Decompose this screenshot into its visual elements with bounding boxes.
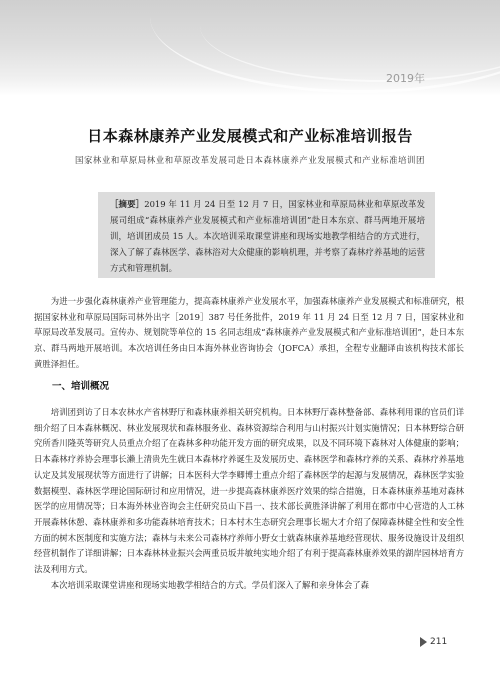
header-band [0,0,500,96]
article-title: 日本森林康养产业发展模式和产业标准培训报告 [87,127,413,145]
intro-block [34,294,464,373]
abstract-text: 2019 年 11 月 24 日至 12 月 7 日，国家林业和草原局林业和草原改革发展司组成“森林康养产业发展模式和产业标准培训团”赴日本东京、群马两地开展培训，培训团成员 15 人。本次培训采取课堂讲座和现场实地教学相结合的方式进行，深入了解了森林医学、森林浴对大众健康的影响机理，并考察了森林疗养基地的运营方式和管理机制。 [110,199,426,273]
section-paragraph: 本次培训采取课堂讲座和现场实地教学相结合的方式。学员们深入了解和亲身体会了森 [50,579,370,590]
abstract-label: ［摘要］ [110,199,145,209]
page-arrow-icon [420,637,427,647]
page-number [420,634,466,649]
abstract [110,196,425,276]
section-heading: 一、培训概况 [52,381,110,392]
intro-paragraph: 为进一步强化森林康养产业管理能力，提高森林康养产业发展水平，加强森林康养产业发展模式和标准研究，根据国家林业和草原局国际司林外出字［2019］387 号任务批件，2019 年 11 月 24 日至 12 月 7 日，国家林业和草原局改革发展司。宣传办、规划院等单位的 15 名同志组成“森林康养产业发展模式和产业标准培训团”，赴日本东京、群马两地开展培训。本次培训任务由日本海外林业咨询协会（JOFCA）承担，全程专业翻译由该机构技术部长黄胜泽担任。 [34,296,464,369]
header-year: 2019年 [386,72,425,85]
article-author: 国家林业和草原局林业和草原改革发展司赴日本森林康养产业发展模式和产业标准培训团 [74,155,426,165]
section-paragraph: 培训团到访了日本农林水产省林野厅和森林康养相关研究机构。日本林野厅森林整备部、森林利用课的官员们详细介绍了日本森林概况、林业发展现状和森林服务业、森林资源综合利用与山村振兴计划实施情况；日本林野综合研究所香川隆英等研究人员重点介绍了在森林多种功能开发方面的研究成果，以及不同环境下森林对人体健康的影响；日本森林疗养协会理事长濑上清贵先生就日本森林疗养诞生及发展历史、森林医学和森林疗养的关系、森林疗养基地认定及其发展现状等方面进行了讲解；日本医科大学李卿博士重点介绍了森林医学的起源与发展情况，森林医学实验数据模型、森林医学理论国际研讨和应用情况，进一步提高森林康养医疗效果的综合措施，日本森林康养基地对森林医学的应用情况等；日本海外林业咨询会主任研究员山下昌一、技术部长黄胜泽讲解了利用在都市中心营造的人工林开展森林休憩、森林康养和多功能森林培育技术；日本村木生态研究会理事长堀大才介绍了保障森林健全性和安全性方面的树木医制度和实施方法；森林与未来公司森林疗养师小野女士就森林康养基地经营现状、服务设施设计及组织经营机制作了详细讲解；日本森林林业振兴会两重员坂井敏纯实地介绍了有利于提高森林康养效果的湖岸园林培育方法及利用方式。 [34,407,464,575]
page-number-text: 211 [430,636,448,647]
section-body [34,405,464,593]
